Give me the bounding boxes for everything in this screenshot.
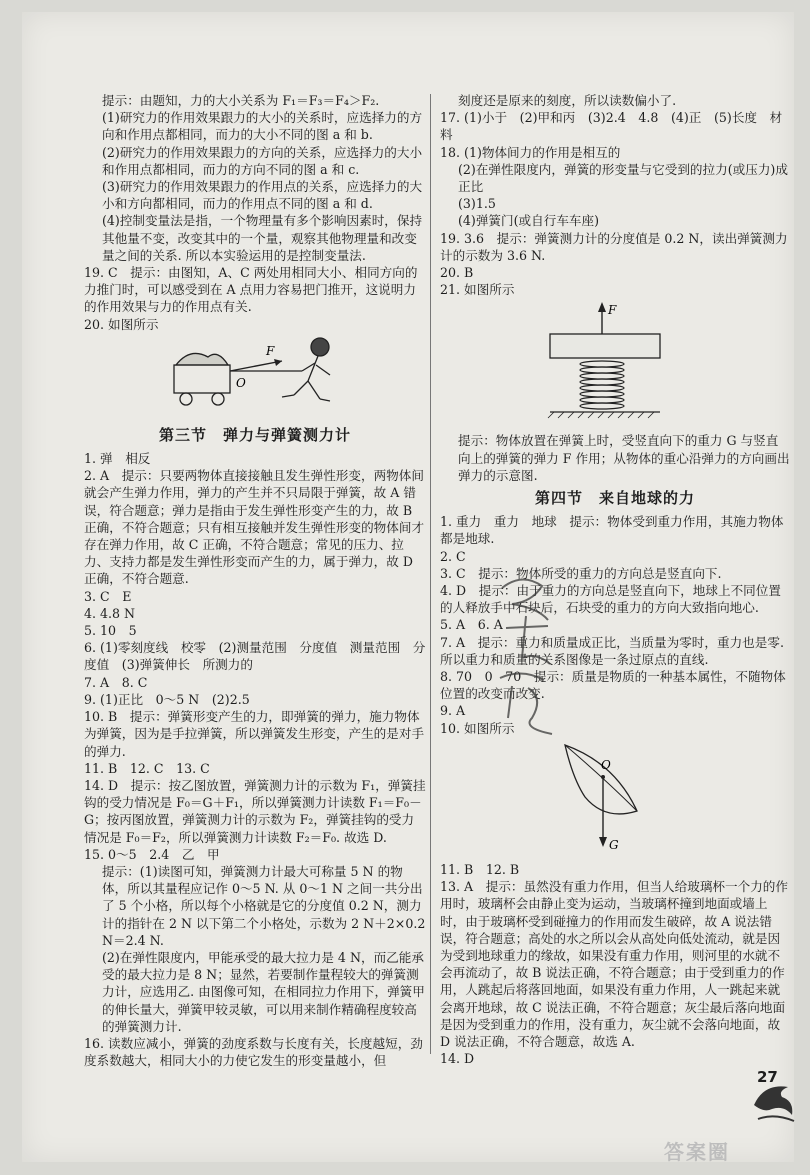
answer-18-3: (3)1.5 xyxy=(458,196,496,212)
s3-answer-5: 5. 10 5 xyxy=(84,623,137,639)
page-number: 27 xyxy=(757,1068,778,1086)
force-label: F xyxy=(266,343,275,358)
center-point-label: O xyxy=(601,757,611,772)
s3-answer-11: 11. B 12. C 13. C xyxy=(84,760,210,776)
block-on-spring xyxy=(550,334,660,358)
tip-1: (1)研究力的作用效果跟力的大小的关系时，应选择力的方向和作用点都相同，而力的大小不同的图 a 和 b. xyxy=(102,110,423,143)
s3-answer-1: 1. 弹 相反 xyxy=(84,451,151,467)
spring-figure xyxy=(530,300,700,430)
s3-answer-3: 3. C E xyxy=(84,588,132,604)
s3-answer-14: 14. D 提示：按乙图放置，弹簧测力计的示数为 F₁，弹簧挂钩的受力情况是 F₀＝G＋F₁，所以弹簧测力计读数 F₁＝F₀－G；按丙图放置，弹簧测力计的示数为 F₂，弹簧挂钩的受力情况是 F₀＝F₂，所以弹簧测力计读数 F₂＝F₀. 故选 D. xyxy=(84,777,426,845)
person-illustration xyxy=(282,338,330,401)
s4-answer-4: 4. D 提示：由于重力的方向总是竖直向下，地球上不同位置的人释放手中石块后，石块受的重力的方向大致指向地心. xyxy=(440,583,781,616)
s3-answer-2: 2. A 提示：只要两物体直接接触且发生弹性形变，两物体间就会产生弹力作用，弹力的产生并不只局限于弹簧，故 A 错误，符合题意；弹力是指由于发生弹性形变产生的力，故 B 正确，不符合题意；只有相互接触并发生弹性形变的物体间才存在弹力作用，故 C 正确，不符合题意；常见的压力、拉力、支持力都是发生弹性形变而产生的力，属于弹力，故 D 正确，不符合题意. xyxy=(84,468,425,587)
watermark: 答案圈 xyxy=(664,1140,730,1164)
spring-force-arrowhead xyxy=(598,302,606,312)
s4-answer-14: 14. D xyxy=(440,1051,475,1067)
answer-19: 19. C 提示：由图知，A、C 两处用相同大小、相同方向的力推门时，可以感受到在 A 点用力容易把门推开，这说明力的作用效果与力的作用点有关. xyxy=(84,265,418,315)
gravity-label: G xyxy=(609,837,619,852)
tip-3: (3)研究力的作用效果跟力的作用点的关系，应选择力的大小和方向都相同，而力的作用点不同的图 a 和 d. xyxy=(102,179,423,212)
s3-answer-16: 16. 读数应减小，弹簧的劲度系数与长度有关，长度越短，劲度系数越大，相同大小的力使它发生的形变量越小，但 xyxy=(84,1035,423,1069)
s4-answer-1: 1. 重力 重力 地球 提示：物体受到重力作用，其施力物体都是地球. xyxy=(440,514,784,547)
gravity-arrowhead xyxy=(599,837,607,847)
section-3-title: 第三节 弹力与弹簧测力计 xyxy=(158,425,351,444)
answer-18-4: (4)弹簧门(或自行车车座) xyxy=(458,213,600,229)
cart-illustration xyxy=(174,353,230,405)
answer-21: 21. 如图所示 xyxy=(440,282,515,298)
s3-answer-9: 9. (1)正比 0～5 N (2)2.5 xyxy=(84,691,250,707)
page-sheet xyxy=(22,12,794,1162)
leaf-gravity-figure xyxy=(545,739,685,859)
s3-answer-7: 7. A 8. C xyxy=(84,674,148,690)
s4-answer-5: 5. A 6. A xyxy=(440,617,503,633)
s4-answer-9: 9. A xyxy=(440,703,466,719)
answer-18-2: (2)在弹性限度内，弹簧的形变量与它受到的拉力(或压力)成正比 xyxy=(458,161,788,195)
s4-answer-7: 7. A 提示：重力和质量成正比，当质量为零时，重力也是零. 所以重力和质量的关系图像是一条过原点的直线. xyxy=(440,634,784,667)
leaf-shape xyxy=(565,745,637,814)
column-divider xyxy=(430,94,431,1054)
spring-force-label: F xyxy=(608,303,617,318)
spring-coil xyxy=(580,361,624,409)
handwriting-scribble xyxy=(492,568,582,748)
answer-20: 20. 如图所示 xyxy=(84,316,159,332)
force-arrow xyxy=(230,361,282,371)
s4-answer-3: 3. C 提示：物体所受的重力的方向总是竖直向下. xyxy=(440,565,722,581)
answer-21-tip: 提示：物体放置在弹簧上时，受竖直向下的重力 G 与竖直向上的弹簧的弹力 F 作用；从物体的重心沿弹力的方向画出弹力的示意图. xyxy=(458,433,790,483)
ground-hatching xyxy=(548,412,654,418)
s3-answer-4: 4. 4.8 N xyxy=(84,605,136,621)
answer-18: 18. (1)物体间力的作用是相互的 xyxy=(440,144,621,160)
s3-answer-15: 15. 0～5 2.4 乙 甲 xyxy=(84,846,220,862)
section-4-title: 第四节 来自地球的力 xyxy=(534,489,695,508)
tip-4: (4)控制变量法是指，一个物理量有多个影响因素时，保持其他量不变，改变其中的一个量，观察其他物理量和改变量之间的关系. 所以本实验运用的是控制变量法. xyxy=(102,213,423,263)
tip-2: (2)研究力的作用效果跟力的方向的关系，应选择力的大小和作用点都相同，而力的方向不同的图 a 和 c. xyxy=(102,144,423,177)
force-arrowhead xyxy=(274,359,282,366)
cart-pull-figure xyxy=(170,335,340,421)
left-column xyxy=(84,92,426,1069)
s3-answer-15-tip-2: (2)在弹性限度内，甲能承受的最大拉力是 4 N，而乙能承受的最大拉力是 8 N；显然，若要制作量程较大的弹簧测力计，应选用乙. 由图像可知，在相同拉力作用下，弹簧甲的伸长量大，弹簧甲较灵敏，可以用来制作精确程度较高的弹簧测力计. xyxy=(102,949,425,1034)
answer-20-right: 20. B xyxy=(440,265,474,281)
s3-answer-6: 6. (1)零刻度线 校零 (2)测量范围 分度值 测量范围 分度值 (3)弹簧伸长 所测力的 xyxy=(84,640,426,673)
s4-answer-13: 13. A 提示：虽然没有重力作用，但当人给玻璃杯一个力的作用时，玻璃杯会由静止变为运动，当玻璃杯撞到地面或墙上时，由于玻璃杯受到碰撞力的作用而发生破碎，故 A 说法错误，符合题意；高处的水之所以会从高处向低处流动，就是因为受到地球重力的缘故，如果没有重力作用，则河里的水就不会再流动了，故 B 说法正确，不符合题意；由于受到重力的作用，人跳起后将落回地面，如果没有重力作用，人一跳起来就会离开地球，故 C 说法正确，不符合题意；灰尘最后落向地面是因为受到重力的作用，没有重力，灰尘就不会落向地面，故 D 说法正确，不符合题意，故选 A. xyxy=(440,879,788,1049)
answer-17: 17. (1)小于 (2)甲和丙 (3)2.4 4.8 (4)正 (5)长度 材料 xyxy=(440,110,783,143)
point-label: O xyxy=(236,375,246,390)
tip-intro: 提示：由题知，力的大小关系为 F₁＝F₃＝F₄＞F₂. xyxy=(102,93,380,108)
continuation-text: 刻度还是原来的刻度，所以读数偏小了. xyxy=(458,93,677,108)
s3-answer-15-tip-1: 提示：(1)读图可知，弹簧测力计最大可称量 5 N 的物体，所以其量程应记作 0～5 N. 从 0～1 N 之间一共分出了 5 个小格，所以每个小格就是它的分度值 0.2 N，测力计的指针在 2 N 以下第二个小格处，示数为 2 N＋2×0.2 N＝2.4 N. xyxy=(102,863,426,948)
s3-answer-10: 10. B 提示：弹簧形变产生的力，即弹簧的弹力，施力物体为弹簧，因为是手拉弹簧，所以弹簧发生形变，产生的是对手的弹力. xyxy=(84,709,425,759)
s4-answer-11: 11. B 12. B xyxy=(440,861,520,877)
s4-answer-8: 8. 70 0 70 提示：质量是物质的一种基本属性，不随物体位置的改变而改变. xyxy=(440,669,786,702)
s4-answer-10: 10. 如图所示 xyxy=(440,720,515,736)
s4-answer-2: 2. C xyxy=(440,548,466,564)
answer-19-right: 19. 3.6 提示：弹簧测力计的分度值是 0.2 N，读出弹簧测力计的示数为 3.6 N. xyxy=(440,230,788,263)
